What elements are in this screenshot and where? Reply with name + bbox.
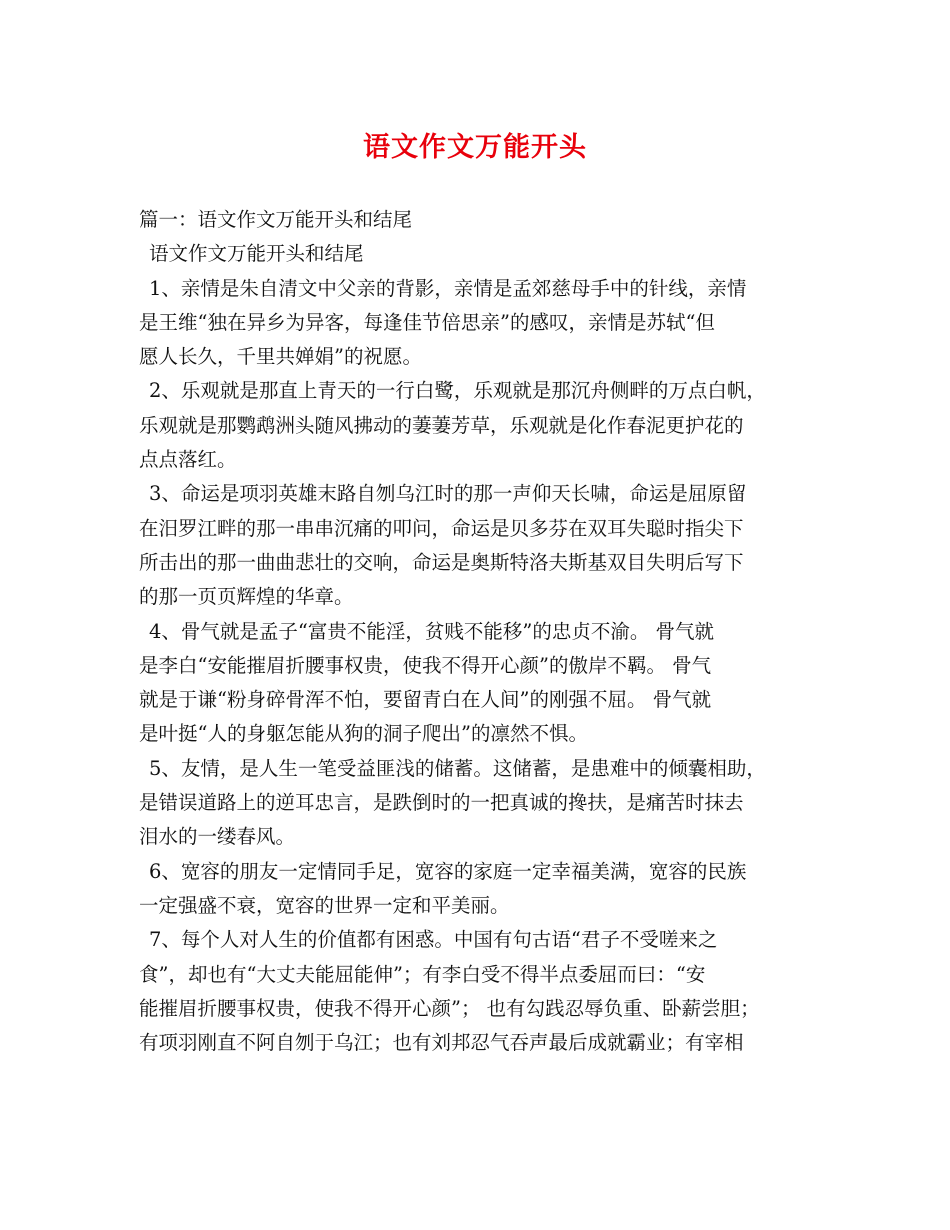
paragraph-line: 在汨罗江畔的那一串串沉痛的叩问，命运是贝多芬在双耳失聪时指尖下: [139, 516, 744, 540]
paragraph-line: 是王维“独在异乡为异客，每逢佳节倍思亲”的感叹，亲情是苏轼“但: [139, 310, 715, 334]
paragraph-line: 乐观就是那鹦鹉洲头随风拂动的萋萋芳草，乐观就是化作春泥更护花的: [139, 413, 744, 437]
subheading: 语文作文万能开头和结尾: [149, 242, 364, 266]
paragraph-line: 点点落红。: [139, 448, 237, 472]
paragraph-line: 所击出的那一曲曲悲壮的交响，命运是奥斯特洛夫斯基双目失明后写下: [139, 550, 744, 574]
paragraph-line: 就是于谦“粉身碎骨浑不怕，要留青白在人间”的刚强不屈。 骨气就: [139, 688, 712, 712]
paragraph-line: 是叶挺“人的身躯怎能从狗的洞子爬出”的凛然不惧。: [139, 722, 588, 746]
paragraph-line: 2、乐观就是那直上青天的一行白鹭，乐观就是那沉舟侧畔的万点白帆，: [149, 379, 766, 403]
paragraph-line: 5、友情，是人生一笔受益匪浅的储蓄。这储蓄，是患难中的倾囊相助，: [149, 756, 766, 780]
document-title: 语文作文万能开头: [363, 132, 587, 163]
paragraph-line: 食”，却也有“大丈夫能屈能伸”；有李白受不得半点委屈而曰：“安: [139, 962, 706, 986]
paragraph-line: 泪水的一缕春风。: [139, 825, 296, 849]
paragraph-line: 4、骨气就是孟子“富贵不能淫，贫贱不能移”的忠贞不渝。 骨气就: [149, 619, 715, 643]
paragraph-line: 愿人长久，千里共婵娟”的祝愿。: [139, 345, 422, 369]
paragraph-line: 一定强盛不衰，宽容的世界一定和平美丽。: [139, 893, 510, 917]
paragraph-line: 能摧眉折腰事权贵，使我不得开心颜”； 也有勾践忍辱负重、卧薪尝胆；: [139, 996, 760, 1020]
paragraph-line: 的那一页页辉煌的华章。: [139, 585, 354, 609]
paragraph-line: 是李白“安能摧眉折腰事权贵，使我不得开心颜”的傲岸不羁。 骨气: [139, 653, 712, 677]
document-body: [139, 203, 819, 1060]
paragraph-line: 6、宽容的朋友一定情同手足，宽容的家庭一定幸福美满，宽容的民族: [149, 859, 747, 883]
section-heading: 篇一：语文作文万能开头和结尾: [139, 208, 413, 231]
paragraph-line: 7、每个人对人生的价值都有困惑。中国有句古语“君子不受嗟来之: [149, 928, 718, 952]
paragraph-line: 1、亲情是朱自清文中父亲的背影，亲情是孟郊慈母手中的针线，亲情: [149, 276, 747, 300]
paragraph-line: 3、命运是项羽英雄末路自刎乌江时的那一声仰天长啸，命运是屈原留: [149, 482, 747, 506]
paragraph-line: 是错误道路上的逆耳忠言，是跌倒时的一把真诚的搀扶，是痛苦时抹去: [139, 791, 744, 815]
paragraph-line: 有项羽刚直不阿自刎于乌江；也有刘邦忍气吞声最后成就霸业；有宰相: [139, 1031, 744, 1055]
